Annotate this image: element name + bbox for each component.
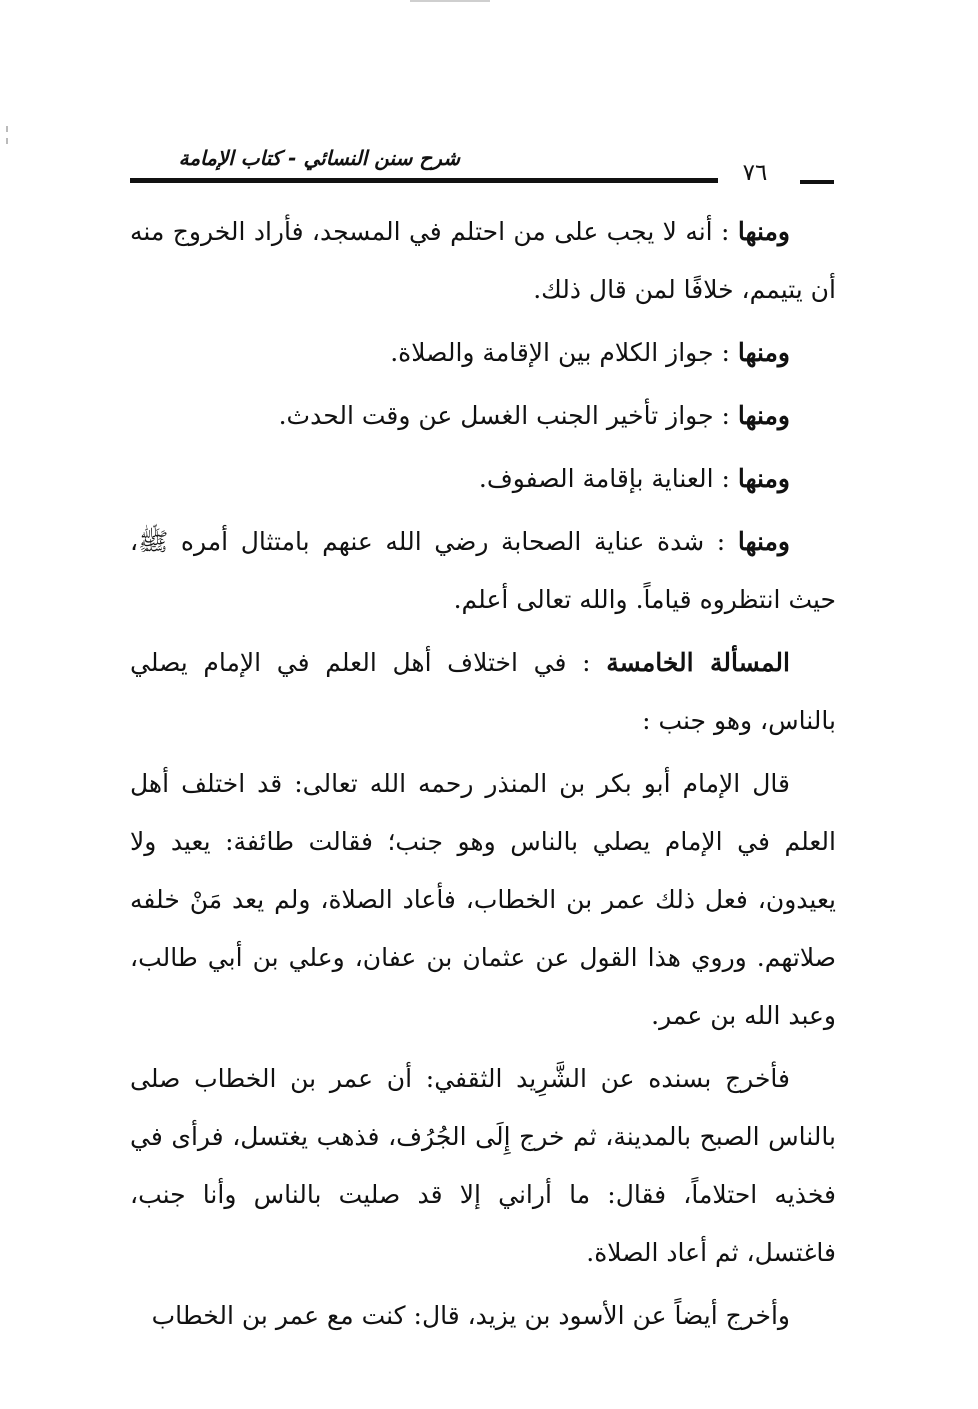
scan-edge-mark: [6, 126, 8, 132]
paragraph-lead: ومنها: [737, 464, 790, 493]
paragraph-text: : أنه لا يجب على من احتلم في المسجد، فأراد الخروج منه أن يتيمم، خلافًا لمن قال ذلك.: [130, 217, 836, 304]
paragraph-lead: ومنها: [737, 338, 790, 367]
paragraph-3: [130, 387, 836, 445]
section-heading: المسألة الخامسة: [606, 648, 790, 677]
paragraph-text: : شدة عناية الصحابة رضي الله عنهم بامتثال أمره ﷺ، حيث انتظروه قياماً. والله تعالى أعلم.: [130, 527, 836, 614]
paragraph-2: [130, 324, 836, 382]
paragraph-text: : جواز تأخير الجنب الغسل عن وقت الحدث.: [278, 401, 738, 430]
scan-top-mark: [410, 0, 490, 2]
page-number-dash: [800, 180, 834, 184]
scan-edge-mark: [6, 138, 8, 144]
paragraph-7: [130, 755, 836, 1045]
page-body: [130, 203, 836, 1350]
paragraph-text: : العناية بإقامة الصفوف.: [478, 464, 738, 493]
running-header-title: شرح سنن النسائي - كتاب الإمامة: [178, 146, 460, 170]
paragraph-1: [130, 203, 836, 319]
paragraph-lead: ومنها: [737, 401, 790, 430]
paragraph-4: [130, 450, 836, 508]
paragraph-5: [130, 513, 836, 629]
page-number: ٧٦: [742, 160, 768, 186]
paragraph-lead: ومنها: [737, 527, 790, 556]
paragraph-text: وأخرج أيضاً عن الأسود بن يزيد، قال: كنت مع عمر بن الخطاب: [151, 1301, 790, 1330]
paragraph-text: : جواز الكلام بين الإقامة والصلاة.: [390, 338, 738, 367]
paragraph-8: [130, 1050, 836, 1282]
paragraph-text: فأخرج بسنده عن الشَّرِيد الثقفي: أن عمر بن الخطاب صلى بالناس الصبح بالمدينة، ثم خرج إِلَى الجُرُف، فذهب يغتسل، فرأى في فخذيه احتلاماً، فقال: ما أراني إلا قد صليت بالناس وأنا جنب، فاغتسل، ثم أعاد الصلاة.: [130, 1064, 836, 1267]
paragraph-lead: ومنها: [737, 217, 790, 246]
section-heading-paragraph: [130, 634, 836, 750]
paragraph-text: : في اختلاف أهل العلم في الإمام يصلي بالناس، وهو جنب :: [130, 648, 836, 735]
header-rule: [130, 178, 718, 183]
paragraph-text: قال الإمام أبو بكر بن المنذر رحمه الله تعالى: قد اختلف أهل العلم في الإمام يصلي بالناس وهو جنب؛ فقالت طائفة: يعيد ولا يعيدون، فعل ذلك عمر بن الخطاب، فأعاد الصلاة، ولم يعد مَنْ خلفه صلاتهم. وروي هذا القول عن عثمان بن عفان، وعلي بن أبي طالب، وعبد الله بن عمر.: [130, 769, 836, 1030]
paragraph-9: [130, 1287, 836, 1345]
